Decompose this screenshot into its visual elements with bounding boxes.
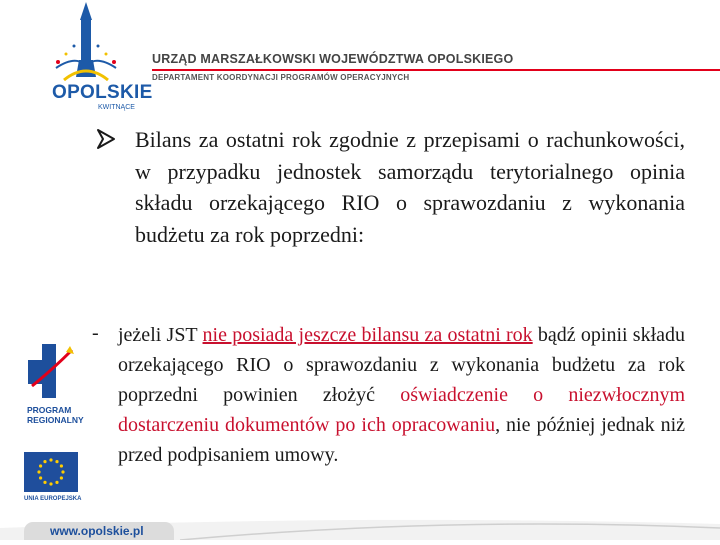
program-label-line2: REGIONALNY [27, 415, 84, 425]
eu-flag-icon [24, 452, 78, 492]
program-regionalny-logo [22, 340, 82, 402]
arrow-bullet-icon [96, 128, 116, 150]
footer-url-link[interactable]: www.opolskie.pl [50, 524, 144, 538]
bullet2-prefix: jeżeli JST [118, 324, 203, 346]
bullet2-paragraph [118, 320, 685, 470]
bullet2-body: bądź opinii składu orzekającego RIO o sprawozdaniu z wykonania budżetu za rok poprzedni powinien złożyć [118, 324, 686, 406]
header-subtitle: DEPARTAMENT KOORDYNACJI PROGRAMÓW OPERACYJNYCH [152, 73, 410, 82]
dash-bullet: - [92, 322, 99, 344]
bullet2-underlined-phrase: nie posiada jeszcze bilansu za ostatni rok [202, 324, 533, 346]
bullet1-paragraph: Bilans za ostatni rok zgodnie z przepisami o rachunkowości, w przypadku jednostek samorządu terytorialnego opinia składu orzekającego RIO o sprawozdaniu z wykonania budżetu za rok poprzedni: [135, 127, 685, 247]
header-title: URZĄD MARSZAŁKOWSKI WOJEWÓDZTWA OPOLSKIEGO [152, 52, 514, 66]
bullet2-tail: , nie później jednak niż przed podpisaniem umowy. [118, 414, 685, 466]
logo-wordmark: OPOLSKIE [52, 82, 153, 103]
bullet2-red-phrase: oświadczenie o niezwłocznym dostarczeniu dokumentów po ich opracowaniu [118, 384, 685, 436]
program-regionalny-label [27, 405, 84, 425]
logo-tagline: KWITNĄCE [98, 104, 135, 111]
eu-label: UNIA EUROPEJSKA [24, 496, 82, 502]
header-divider [152, 69, 720, 71]
program-label-line1: PROGRAM [27, 405, 72, 415]
